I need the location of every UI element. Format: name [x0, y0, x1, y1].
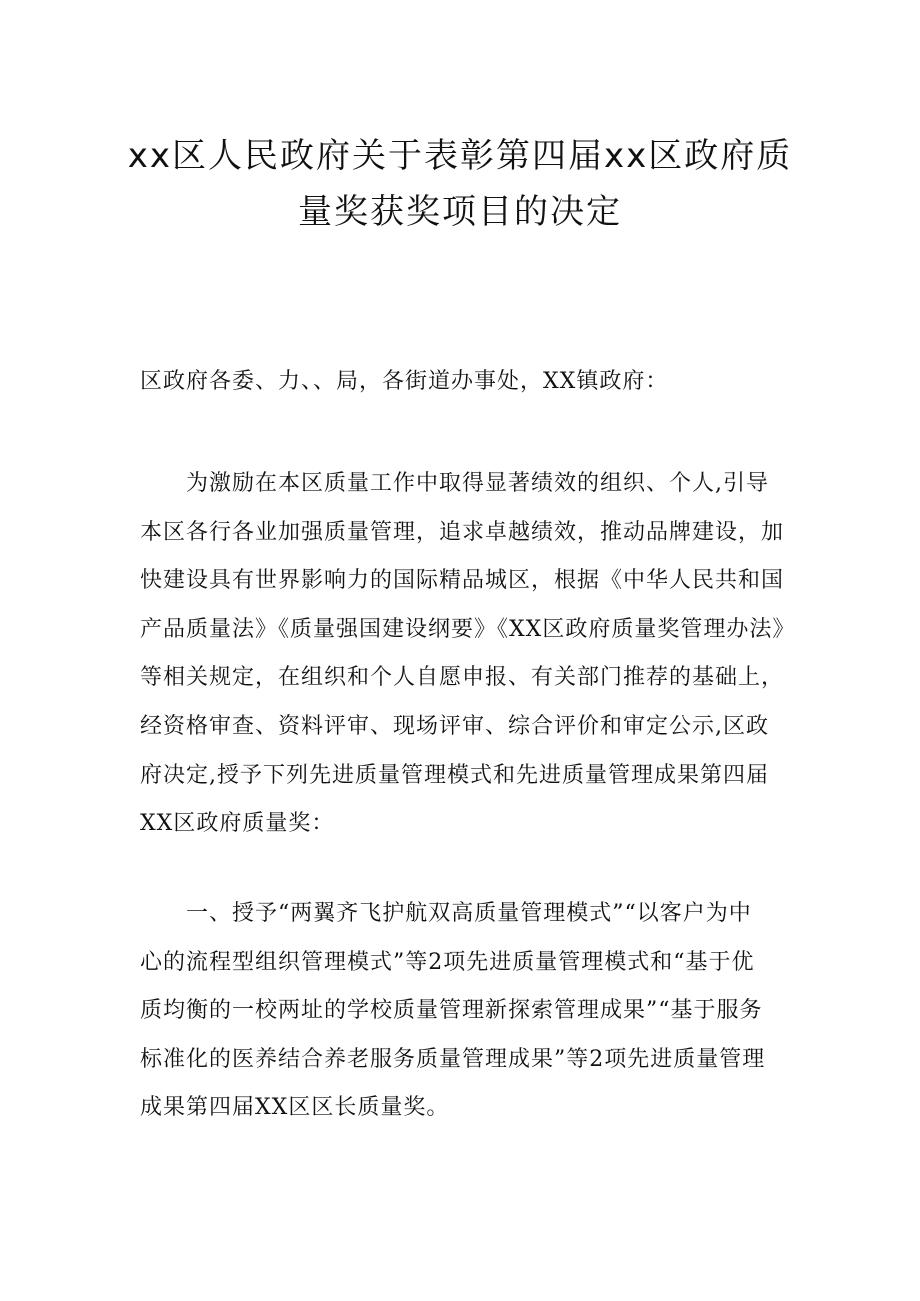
title-line-1: xx区人民政府关于表彰第四届xx区政府质 — [127, 136, 793, 176]
paragraph-line: 本区各行各业加强质量管理，追求卓越绩效，推动品牌建设，加 — [140, 519, 785, 545]
paragraph-line: 快建设具有世界影响力的国际精品城区，根据《中华人民共和国 — [140, 568, 785, 594]
paragraph-intro — [140, 460, 796, 849]
paragraph-line: 标准化的医养结合养老服务质量管理成果”等2项先进质量管理 — [140, 1046, 766, 1072]
document-title — [0, 128, 920, 240]
paragraph-line: 等相关规定，在组织和个人自愿申报、有关部门推荐的基础上， — [140, 665, 785, 691]
paragraph-line: XX区政府质量奖： — [140, 811, 335, 837]
paragraph-award-item-1 — [140, 890, 790, 1133]
paragraph-line: 为激励在本区质量工作中取得显著绩效的组织、个人,引导 — [140, 471, 769, 496]
paragraph-line: 质均衡的一校两址的学校质量管理新探索管理成果”“基于服务 — [140, 998, 763, 1024]
paragraph-line: 经资格审查、资料评审、现场评审、综合评价和审定公示,区政 — [140, 713, 769, 739]
paragraph-line: 成果第四届XX区区长质量奖。 — [140, 1095, 450, 1121]
title-line-2: 量奖获奖项目的决定 — [298, 192, 622, 232]
paragraph-line: 府决定,授予下列先进质量管理模式和先进质量管理成果第四届 — [140, 762, 769, 788]
paragraph-line: 心的流程型组织管理模式”等2项先进质量管理模式和“基于优 — [140, 949, 755, 975]
paragraph-line: 一、授予“两翼齐飞护航双高质量管理模式”“以客户为中 — [140, 901, 752, 926]
salutation: 区政府各委、力、、局，各街道办事处，XX镇政府： — [140, 369, 669, 394]
paragraph-line: 产品质量法》《质量强国建设纲要》《XX区政府质量奖管理办法》 — [140, 616, 796, 642]
